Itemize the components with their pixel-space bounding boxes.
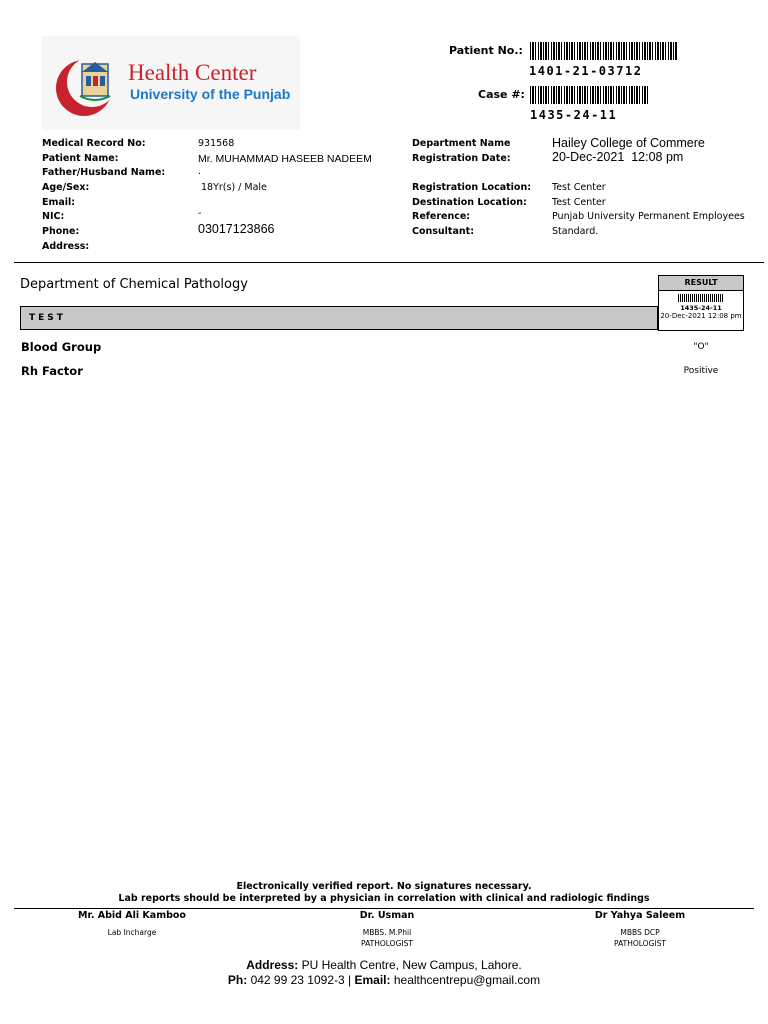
address-label: Address: [246, 958, 299, 972]
signatory-role: PATHOLOGIST [614, 939, 666, 948]
signatory-name: Dr Yahya Saleem [594, 910, 686, 921]
destination-location-label: Destination Location: [412, 197, 527, 208]
nic-value: - [198, 208, 202, 219]
signatory-qualification: MBBS. M.Phil [362, 928, 412, 937]
verification-note: Electronically verified report. No signatures necessary. [236, 881, 532, 892]
result-date: 20-Dec-2021 12:08 pm [660, 312, 742, 320]
signatory-role: Lab Incharge [107, 928, 157, 937]
address-label: Address: [42, 241, 90, 252]
test-result: "O" [693, 342, 709, 352]
father-name-value: . [198, 166, 202, 177]
signatory-role: PATHOLOGIST [361, 939, 413, 948]
age-sex-value: 18Yr(s) / Male [201, 182, 267, 193]
result-stamp [658, 291, 744, 331]
signatory-qualification: MBBS DCP [620, 928, 660, 937]
signatory-name: Mr. Abid Ali Kamboo [78, 910, 186, 921]
case-barcode [530, 86, 648, 104]
test-result: Positive [683, 366, 719, 376]
test-name: Rh Factor [21, 364, 83, 378]
crescent-emblem-icon [52, 50, 122, 120]
result-case: 1435-24-11 [680, 304, 722, 312]
registration-date-value: 20-Dec-2021 12:08 pm [552, 150, 684, 164]
email-label: Email: [42, 197, 76, 208]
footer-address [0, 958, 768, 972]
consultant-value: Standard. [552, 226, 599, 237]
test-header: TEST [20, 306, 658, 330]
registration-location-value: Test Center [552, 182, 606, 193]
phone-label: Phone: [42, 226, 80, 237]
logo-subtitle: University of the Punjab [130, 86, 291, 102]
patient-barcode [530, 42, 678, 60]
email-link[interactable]: healthcentrepu@gmail.com [393, 973, 541, 987]
patient-no-value: 1401-21-03712 [529, 64, 643, 78]
reference-value: Punjab University Permanent Employees [552, 211, 745, 222]
destination-location-value: Test Center [552, 197, 606, 208]
separator: | [348, 973, 352, 987]
phone-value: 03017123866 [198, 222, 275, 236]
department-label: Department Name [412, 138, 511, 149]
patient-name-label: Patient Name: [42, 153, 119, 164]
age-sex-label: Age/Sex: [42, 182, 90, 193]
case-no-value: 1435-24-11 [530, 108, 618, 122]
phone-text: 042 99 23 1092-3 [250, 973, 345, 987]
logo-title: Health Center [128, 60, 257, 85]
interpretation-note: Lab reports should be interpreted by a physician in correlation with clinical and radiologic findings [118, 893, 650, 904]
department-title: Department of Chemical Pathology [20, 277, 248, 292]
reference-label: Reference: [412, 211, 471, 222]
footer-contact [0, 973, 768, 987]
footer-divider [14, 908, 754, 909]
phone-label: Ph: [227, 973, 248, 987]
address-text: PU Health Centre, New Campus, Lahore. [301, 958, 522, 972]
consultant-label: Consultant: [412, 226, 474, 237]
header-divider [14, 262, 764, 263]
medical-record-value: 931568 [198, 138, 235, 149]
result-barcode [678, 294, 724, 302]
patient-name-value: Mr. MUHAMMAD HASEEB NADEEM [198, 153, 372, 165]
test-name: Blood Group [21, 340, 102, 354]
email-label: Email: [354, 973, 391, 987]
registration-date-label: Registration Date: [412, 153, 511, 164]
nic-label: NIC: [42, 211, 65, 222]
department-value: Hailey College of Commere [552, 136, 705, 150]
patient-no-label: Patient No.: [449, 44, 523, 57]
signatory-name: Dr. Usman [359, 910, 415, 921]
father-name-label: Father/Husband Name: [42, 167, 166, 178]
medical-record-label: Medical Record No: [42, 138, 146, 149]
result-header: RESULT [658, 275, 744, 291]
registration-location-label: Registration Location: [412, 182, 532, 193]
case-label: Case #: [478, 88, 525, 101]
